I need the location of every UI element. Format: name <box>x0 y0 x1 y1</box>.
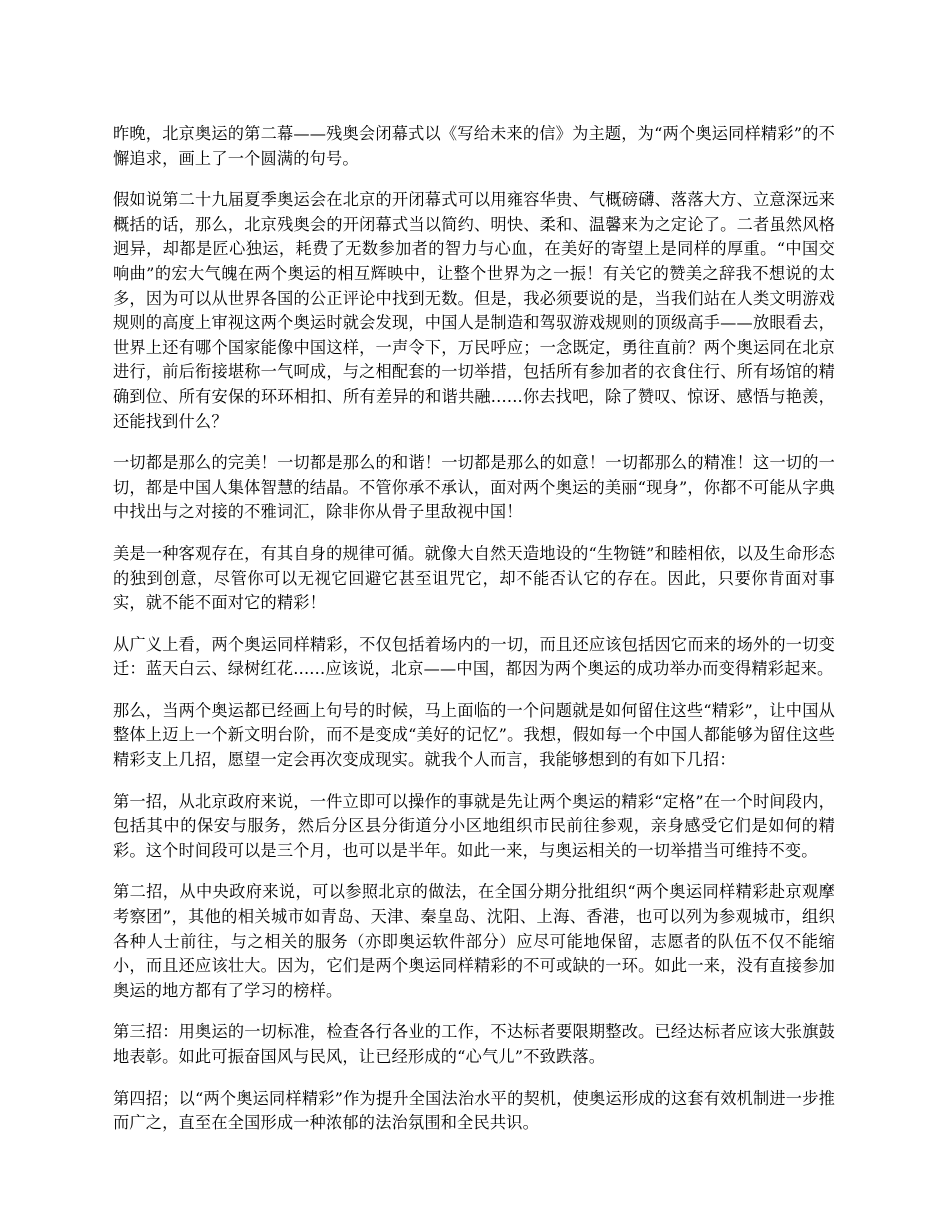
paragraph-2: 假如说第二十九届夏季奥运会在北京的开闭幕式可以用雍容华贵、气概磅礴、落落大方、立意深远来概括的话，那么，北京残奥会的开闭幕式当以简约、明快、柔和、温馨来为之定论了。二者虽然风格迥异，却都是匠心独运，耗费了无数参加者的智力与心血，在美好的寄望上是同样的厚重。“中国交响曲”的宏大气魄在两个奥运的相互辉映中，让整个世界为之一振！有关它的赞美之辞我不想说的太多，因为可以从世界各国的公正评论中找到无数。但是，我必须要说的是，当我们站在人类文明游戏规则的高度上审视这两个奥运时就会发现，中国人是制造和驾驭游戏规则的顶级高手——放眼看去，世界上还有哪个国家能像中国这样，一声令下，万民呼应；一念既定，勇往直前？两个奥运同在北京进行，前后衔接堪称一气呵成，与之相配套的一切举措，包括所有参加者的衣食住行、所有场馆的精确到位、所有安保的环环相扣、所有差异的和谐共融......你去找吧，除了赞叹、惊讶、感悟与艳羡，还能找到什么？ <box>113 190 835 431</box>
paragraph-1: 昨晚，北京奥运的第二幕——残奥会闭幕式以《写给未来的信》为主题，为“两个奥运同样精彩”的不懈追求，画上了一个圆满的句号。 <box>113 124 835 168</box>
paragraph-9: 第三招：用奥运的一切标准，检查各行各业的工作，不达标者要限期整改。已经达标者应该大张旗鼓地表彰。如此可振奋国风与民风，让已经形成的“心气儿”不致跌落。 <box>113 1022 835 1066</box>
paragraph-4: 美是一种客观存在，有其自身的规律可循。就像大自然天造地设的“生物链”和睦相依，以及生命形态的独到创意，尽管你可以无视它回避它甚至诅咒它，却不能否认它的存在。因此，只要你肯面对事实，就不能不面对它的精彩！ <box>113 543 835 613</box>
paragraph-8: 第二招，从中央政府来说，可以参照北京的做法，在全国分期分批组织“两个奥运同样精彩赴京观摩考察团”，其他的相关城市如青岛、天津、秦皇岛、沈阳、上海、香港，也可以列为参观城市，组织各种人士前往，与之相关的服务（亦即奥运软件部分）应尽可能地保留，志愿者的队伍不仅不能缩小，而且还应该壮大。因为，它们是两个奥运同样精彩的不可或缺的一环。如此一来，没有直接参加奥运的地方都有了学习的榜样。 <box>113 882 835 1000</box>
paragraph-10: 第四招；以“两个奥运同样精彩”作为提升全国法治水平的契机，使奥运形成的这套有效机制进一步推而广之，直至在全国形成一种浓郁的法治氛围和全民共识。 <box>113 1088 835 1133</box>
paragraph-6: 那么，当两个奥运都已经画上句号的时候，马上面临的一个问题就是如何留住这些“精彩”，让中国从整体上迈上一个新文明台阶，而不是变成“美好的记忆”。我想，假如每一个中国人都能够为留住这些精彩支上几招，愿望一定会再次变成现实。就我个人而言，我能够想到的有如下几招： <box>113 700 835 770</box>
paragraph-5: 从广义上看，两个奥运同样精彩，不仅包括着场内的一切，而且还应该包括因它而来的场外的一切变迁：蓝天白云、绿树红花......应该说，北京——中国，都因为两个奥运的成功举办而变得精彩起来。 <box>113 634 835 679</box>
paragraph-3: 一切都是那么的完美！一切都是那么的和谐！一切都是那么的如意！一切都那么的精准！这一切的一切，都是中国人集体智慧的结晶。不管你承不承认，面对两个奥运的美丽“现身”，你都不可能从字典中找出与之对接的不雅词汇，除非你从骨子里敌视中国！ <box>113 453 835 522</box>
paragraph-7: 第一招，从北京政府来说，一件立即可以操作的事就是先让两个奥运的精彩“定格”在一个时间段内，包括其中的保安与服务，然后分区县分街道分小区地组织市民前往参观，亲身感受它们是如何的精彩。这个时间段可以是三个月，也可以是半年。如此一来，与奥运相关的一切举措当可维持不变。 <box>113 791 835 860</box>
document-body <box>113 122 835 1153</box>
